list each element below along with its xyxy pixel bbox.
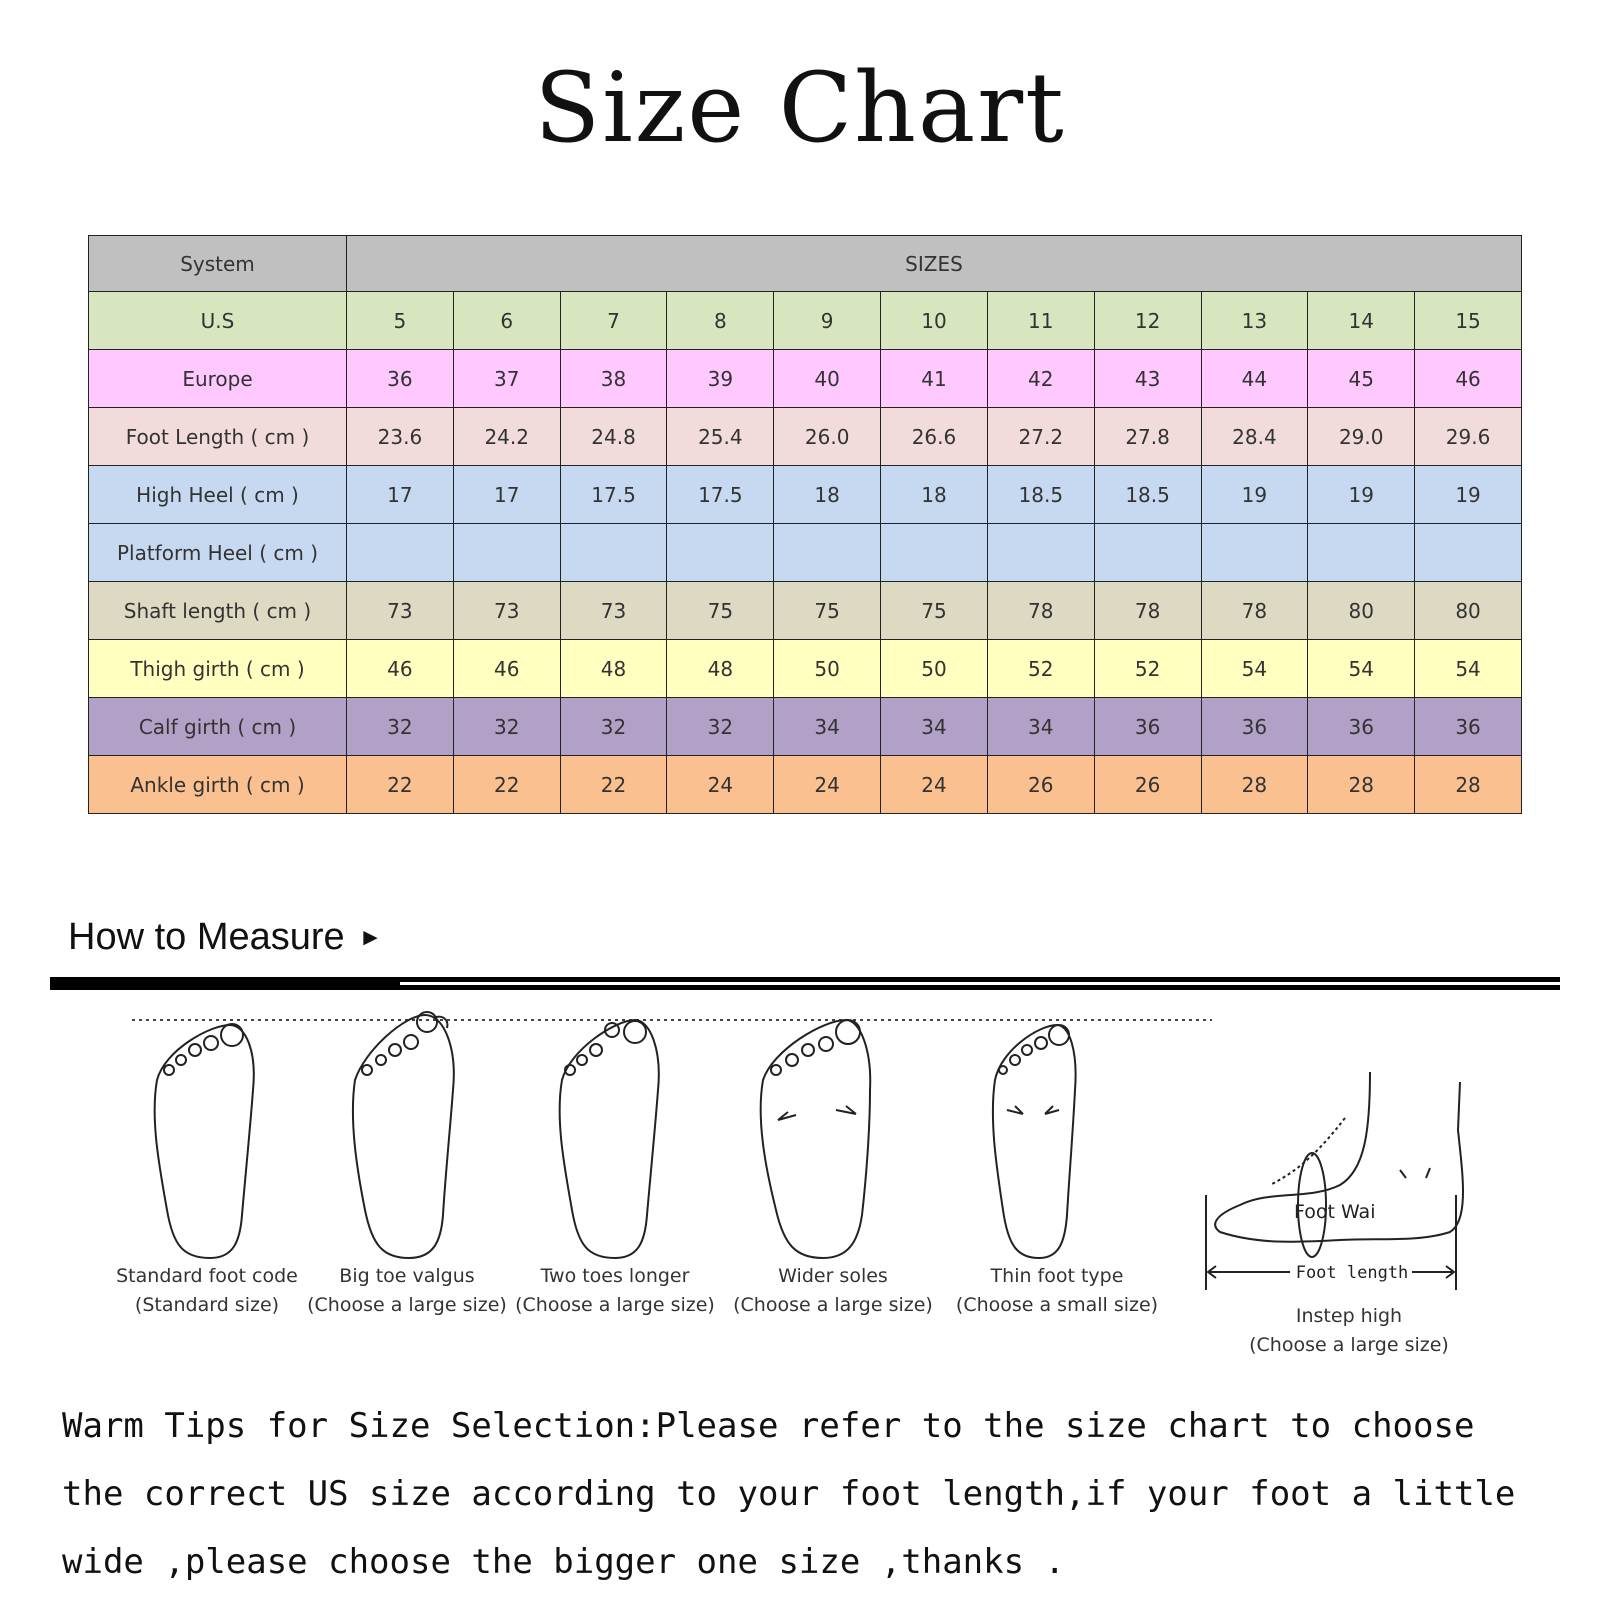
table-cell: 36 [1201,698,1308,756]
how-to-measure-heading [68,916,382,959]
table-cell: 36 [347,350,454,408]
table-cell: 32 [453,698,560,756]
header-sizes: SIZES [347,236,1522,292]
table-cell: 78 [1094,582,1201,640]
table-cell [560,524,667,582]
table-row [89,640,1522,698]
table-cell [1415,524,1522,582]
row-label: Ankle girth ( cm ) [89,756,347,814]
table-cell: 50 [774,640,881,698]
table-cell: 18 [774,466,881,524]
table-cell [774,524,881,582]
table-cell: 6 [453,292,560,350]
table-cell: 18 [881,466,988,524]
table-cell: 45 [1308,350,1415,408]
tips-line: the correct US size according to your foot length,if your foot a little [62,1474,1516,1514]
table-cell: 17.5 [560,466,667,524]
table-cell [1094,524,1201,582]
table-cell: 25.4 [667,408,774,466]
foot-wai-label: Foot Wai [1294,1201,1376,1223]
table-row [89,524,1522,582]
table-cell: 29.6 [1415,408,1522,466]
foot-type-thin: Thin foot type (Choose a small size) [955,1265,1159,1316]
row-label: High Heel ( cm ) [89,466,347,524]
table-cell: 46 [453,640,560,698]
table-cell: 34 [881,698,988,756]
table-cell: 54 [1201,640,1308,698]
table-cell: 73 [453,582,560,640]
table-cell: 7 [560,292,667,350]
table-cell: 54 [1308,640,1415,698]
table-cell [1201,524,1308,582]
table-cell [453,524,560,582]
table-cell: 54 [1415,640,1522,698]
table-cell: 32 [667,698,774,756]
table-cell: 28 [1415,756,1522,814]
table-cell: 73 [560,582,667,640]
table-cell: 19 [1201,466,1308,524]
foot-type-standard: Standard foot code (Standard size) [116,1265,298,1316]
standard-foot-icon [155,1024,254,1258]
table-cell: 78 [1201,582,1308,640]
table-cell: 26 [987,756,1094,814]
table-cell [1308,524,1415,582]
table-cell: 11 [987,292,1094,350]
table-cell: 27.2 [987,408,1094,466]
table-row [89,582,1522,640]
how-to-measure-label: How to Measure [68,916,345,958]
foot-length-label: Foot length [1295,1263,1409,1283]
table-cell: 34 [774,698,881,756]
table-cell: 32 [560,698,667,756]
table-cell: 26 [1094,756,1201,814]
table-cell: 28.4 [1201,408,1308,466]
table-cell: 26.0 [774,408,881,466]
table-cell: 22 [347,756,454,814]
table-cell: 36 [1308,698,1415,756]
table-cell: 46 [1415,350,1522,408]
table-cell: 22 [453,756,560,814]
table-cell: 37 [453,350,560,408]
warm-tips [62,1392,1552,1596]
table-cell: 24 [667,756,774,814]
table-cell [987,524,1094,582]
table-cell: 80 [1415,582,1522,640]
table-cell [347,524,454,582]
table-cell: 75 [881,582,988,640]
table-row [89,756,1522,814]
table-cell: 44 [1201,350,1308,408]
two-toes-longer-foot-icon [560,1020,659,1258]
table-cell: 13 [1201,292,1308,350]
instep-high-foot-icon [1206,1072,1463,1290]
table-cell: 48 [560,640,667,698]
table-cell: 22 [560,756,667,814]
table-cell: 28 [1308,756,1415,814]
table-cell: 15 [1415,292,1522,350]
foot-type-two-toes-longer: Two toes longer (Choose a large size) [515,1265,715,1316]
play-arrow-icon: ► [358,924,383,951]
tips-line: Warm Tips for Size Selection:Please refer to the size chart to choose [62,1406,1475,1446]
table-cell [881,524,988,582]
table-cell: 43 [1094,350,1201,408]
row-label: Foot Length ( cm ) [89,408,347,466]
table-cell: 17 [347,466,454,524]
table-row [89,408,1522,466]
size-table [88,235,1522,814]
table-cell: 5 [347,292,454,350]
table-cell: 17 [453,466,560,524]
table-cell: 8 [667,292,774,350]
table-cell: 19 [1415,466,1522,524]
table-cell: 73 [347,582,454,640]
header-system: System [89,236,347,292]
table-cell: 24 [774,756,881,814]
table-cell: 42 [987,350,1094,408]
table-cell: 24.8 [560,408,667,466]
table-cell: 40 [774,350,881,408]
thin-foot-icon [993,1025,1076,1258]
table-cell: 50 [881,640,988,698]
table-cell: 75 [774,582,881,640]
table-cell: 48 [667,640,774,698]
table-cell: 32 [347,698,454,756]
foot-type-wider-soles: Wider soles (Choose a large size) [733,1265,933,1316]
table-cell: 75 [667,582,774,640]
table-cell: 12 [1094,292,1201,350]
foot-types-illustration [0,1010,1600,1390]
wider-soles-foot-icon [761,1020,871,1258]
table-cell: 26.6 [881,408,988,466]
table-cell: 38 [560,350,667,408]
table-row [89,698,1522,756]
divider-accent [50,977,400,990]
table-cell: 29.0 [1308,408,1415,466]
table-cell: 41 [881,350,988,408]
table-cell: 10 [881,292,988,350]
table-row [89,350,1522,408]
row-label: Europe [89,350,347,408]
table-cell: 46 [347,640,454,698]
row-label: Platform Heel ( cm ) [89,524,347,582]
page-title: Size Chart [534,52,1066,164]
table-cell: 39 [667,350,774,408]
row-label: U.S [89,292,347,350]
tips-line: wide ,please choose the bigger one size ,thanks . [62,1542,1066,1582]
table-cell: 23.6 [347,408,454,466]
table-cell: 34 [987,698,1094,756]
table-cell: 24 [881,756,988,814]
table-cell: 36 [1415,698,1522,756]
big-toe-valgus-foot-icon [353,1012,454,1258]
table-cell: 9 [774,292,881,350]
table-cell: 19 [1308,466,1415,524]
table-cell [667,524,774,582]
table-cell: 28 [1201,756,1308,814]
table-row [89,466,1522,524]
foot-type-instep-high: Instep high (Choose a large size) [1249,1305,1449,1356]
foot-type-big-toe-valgus: Big toe valgus (Choose a large size) [307,1265,507,1316]
row-label: Shaft length ( cm ) [89,582,347,640]
table-cell: 36 [1094,698,1201,756]
table-cell: 18.5 [987,466,1094,524]
table-cell: 18.5 [1094,466,1201,524]
table-header-row [89,236,1522,292]
table-cell: 14 [1308,292,1415,350]
row-label: Thigh girth ( cm ) [89,640,347,698]
table-cell: 52 [1094,640,1201,698]
table-cell: 27.8 [1094,408,1201,466]
table-cell: 24.2 [453,408,560,466]
table-cell: 78 [987,582,1094,640]
table-cell: 52 [987,640,1094,698]
row-label: Calf girth ( cm ) [89,698,347,756]
table-cell: 80 [1308,582,1415,640]
table-cell: 17.5 [667,466,774,524]
table-row [89,292,1522,350]
